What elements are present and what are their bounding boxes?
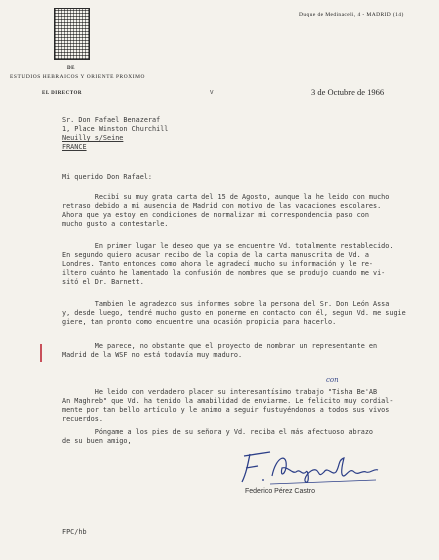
recipient-street: 1, Place Winston Churchill [62,125,169,133]
institution-emblem-icon [54,8,90,60]
letterhead-institute: ESTUDIOS HEBRAICOS Y ORIENTE PROXIMO [10,74,146,80]
handwritten-correction: con [326,376,339,384]
handwritten-signature [236,446,384,486]
recipient-city: Neuilly s/Seine [62,134,124,142]
salutation: Mi querido Don Rafael: [62,173,153,181]
paragraph-4: Me parece, no obstante que el proyecto de nombrar un representante en Madrid de la WSF no está todavía muy maduro. [62,342,378,359]
letterhead-director: EL DIRECTOR [42,91,83,96]
letterhead-address: Duque de Medinaceli, 4 - MADRID (14) [299,12,404,18]
margin-marker [40,344,42,362]
letter-date: 3 de Octubre de 1966 [311,87,385,97]
reference-initials: FPC/hb [62,528,87,536]
recipient-country: FRANCE [62,143,87,151]
paragraph-6: Póngame a los pies de su señora y Vd. reciba el más afectuoso abrazo de su buen amigo, [62,428,373,445]
recipient-block [62,116,168,152]
paragraph-2: En primer lugar le deseo que ya se encuentre Vd. totalmente restablecido. En segundo quiero acusar recibo de la copia de la carta manuscrita de Vd. a Londres. Tanto entonces como ahora le agradecí mucho su información y le re- iltero cuánto he lamentado la confusión de nombres que se produjo cuando me vi- sitó el Dr. Barnett. [62,242,394,286]
letterhead-v-mark: v [210,89,214,96]
letterhead-de: DE [67,66,75,71]
paragraph-5: He leido con verdadero placer su interesantísimo trabajo "Tisha Be'AB An Maghreb" que Vd. ha tenido la amabilidad de enviarme. Le felicito muy cordial- mente por tan bello artículo y le animo a seguir fustuyéndonos a todos sus vivos recuerdos. [62,388,394,423]
signer-name: Federico Pérez Castro [245,488,316,495]
recipient-name: Sr. Don Fafael Benazeraf [62,116,161,124]
paragraph-3: Tambien le agradezco sus informes sobre la persona del Sr. Don León Assa y, desde luego, tendré mucho gusto en ponerme en contacto con él, segun Vd. me sugie giere, tan pronto como encuentre una ocasión propicia para hacerlo. [62,300,406,326]
paragraph-1: Recibí su muy grata carta del 15 de Agosto, aunque la he leido con mucho retraso debido a mi ausencia de Madrid con motivo de las vacaciones escolares. Ahora que ya estoy en condiciones de normalizar mi correspondencia paso con mucho gusto a contestarle. [62,193,390,228]
